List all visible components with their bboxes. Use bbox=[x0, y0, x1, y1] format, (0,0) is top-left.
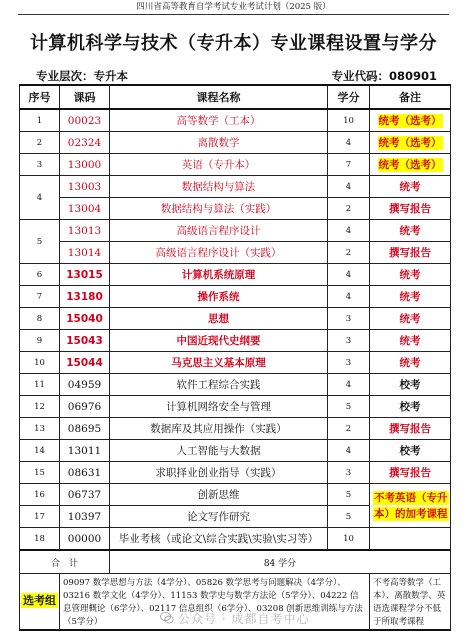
code-cell: 00023 bbox=[60, 109, 110, 132]
major-code: 专业代码：080901 bbox=[331, 69, 437, 83]
major-level: 专业层次：专升本 bbox=[36, 69, 128, 83]
credit-cell: 3 bbox=[328, 308, 370, 330]
name-cell: 数据结构与算法 bbox=[110, 176, 328, 198]
remark-highlight: 本）的加考课程 bbox=[374, 507, 448, 520]
code-cell: 02324 bbox=[60, 132, 110, 154]
code-cell: 15040 bbox=[60, 308, 110, 330]
seq-cell: 9 bbox=[20, 330, 60, 352]
table-row bbox=[20, 462, 451, 484]
name-cell: 高级语言程序设计（实践） bbox=[110, 242, 328, 264]
remark-highlight: 统考（选考） bbox=[378, 159, 442, 171]
remark-cell: 校考 bbox=[370, 374, 451, 396]
code-cell: 13015 bbox=[60, 264, 110, 286]
name-cell: 创新思维 bbox=[110, 484, 328, 506]
table-row bbox=[20, 154, 451, 176]
remark-cell-english-extra bbox=[370, 484, 451, 528]
code-cell: 13004 bbox=[60, 198, 110, 220]
seq-cell: 3 bbox=[20, 154, 60, 176]
seq-cell: 10 bbox=[20, 352, 60, 374]
table-row bbox=[20, 220, 451, 242]
code-cell: 13180 bbox=[60, 286, 110, 308]
column-header-name: 课程名称 bbox=[110, 85, 328, 109]
credit-cell: 4 bbox=[328, 220, 370, 242]
wechat-icon bbox=[160, 611, 174, 625]
credit-cell: 2 bbox=[328, 242, 370, 264]
code-cell: 08631 bbox=[60, 462, 110, 484]
table-row bbox=[20, 242, 451, 264]
total-row bbox=[20, 550, 451, 574]
table-row bbox=[20, 330, 451, 352]
total-label: 合 计 bbox=[20, 550, 110, 574]
remark-cell: 统考 bbox=[370, 352, 451, 374]
remark-cell: 校考 bbox=[370, 396, 451, 418]
credit-cell: 2 bbox=[328, 418, 370, 440]
code-cell: 13003 bbox=[60, 176, 110, 198]
credit-cell: 3 bbox=[328, 462, 370, 484]
credit-cell: 4 bbox=[328, 374, 370, 396]
remark-cell bbox=[370, 132, 451, 154]
seq-cell: 13 bbox=[20, 418, 60, 440]
name-cell: 中国近现代史纲要 bbox=[110, 330, 328, 352]
seq-cell: 6 bbox=[20, 264, 60, 286]
code-cell: 13014 bbox=[60, 242, 110, 264]
remark-cell: 统考 bbox=[370, 264, 451, 286]
code-cell: 00000 bbox=[60, 528, 110, 551]
table-row bbox=[20, 176, 451, 198]
seq-cell: 1 bbox=[20, 109, 60, 132]
table-row bbox=[20, 396, 451, 418]
credit-cell: 2 bbox=[328, 198, 370, 220]
credit-cell: 4 bbox=[328, 176, 370, 198]
table-header-row bbox=[20, 85, 451, 109]
table-row bbox=[20, 352, 451, 374]
name-cell: 人工智能与大数据 bbox=[110, 440, 328, 462]
code-cell: 13000 bbox=[60, 154, 110, 176]
elective-label-cell bbox=[20, 574, 60, 631]
remark-highlight: 不考英语（专升 bbox=[374, 491, 448, 504]
credit-cell: 10 bbox=[328, 528, 370, 551]
credit-cell: 10 bbox=[328, 109, 370, 132]
code-cell: 10397 bbox=[60, 506, 110, 528]
name-cell: 软件工程综合实践 bbox=[110, 374, 328, 396]
credit-cell: 7 bbox=[328, 154, 370, 176]
name-cell: 数据库及其应用操作（实践） bbox=[110, 418, 328, 440]
name-cell: 离散数学 bbox=[110, 132, 328, 154]
table-row bbox=[20, 264, 451, 286]
code-cell: 15044 bbox=[60, 352, 110, 374]
seq-cell: 12 bbox=[20, 396, 60, 418]
seq-cell: 17 bbox=[20, 506, 60, 528]
code-cell: 13013 bbox=[60, 220, 110, 242]
name-cell: 论文写作研究 bbox=[110, 506, 328, 528]
column-header-credit: 学分 bbox=[328, 85, 370, 109]
remark-cell: 统考 bbox=[370, 286, 451, 308]
name-cell: 操作系统 bbox=[110, 286, 328, 308]
remark-cell bbox=[370, 154, 451, 176]
column-header-code: 课码 bbox=[60, 85, 110, 109]
table-row bbox=[20, 109, 451, 132]
table-row bbox=[20, 418, 451, 440]
name-cell: 计算机网络安全与管理 bbox=[110, 396, 328, 418]
name-cell: 英语（专升本） bbox=[110, 154, 328, 176]
elective-courses: 09097 数学思想与方法（4学分）、05826 数学思考与问题解决（4学分）、03216 数学文化（4学分）、11153 数学史与数学方法论（5学分）、04222 信息管理概论（6学分）、02117 信息组织（6学分）、03208 创新思维训练与方法（5学分） bbox=[60, 574, 370, 631]
seq-cell: 7 bbox=[20, 286, 60, 308]
running-header: 四川省高等教育自学考试专业考试计划（2025 版） bbox=[18, 0, 449, 15]
table-row bbox=[20, 374, 451, 396]
code-cell: 04959 bbox=[60, 374, 110, 396]
credit-cell: 5 bbox=[328, 506, 370, 528]
remark-highlight: 统考（选考） bbox=[378, 137, 442, 149]
page-title: 计算机科学与技术（专升本）专业课程设置与学分 bbox=[30, 33, 437, 54]
remark-cell bbox=[370, 109, 451, 132]
code-cell: 06737 bbox=[60, 484, 110, 506]
seq-cell: 5 bbox=[20, 220, 60, 264]
remark-cell: 撰写报告 bbox=[370, 198, 451, 220]
code-cell: 08695 bbox=[60, 418, 110, 440]
table-row bbox=[20, 484, 451, 506]
seq-cell: 2 bbox=[20, 132, 60, 154]
name-cell: 高级语言程序设计 bbox=[110, 220, 328, 242]
table-row bbox=[20, 132, 451, 154]
table-row bbox=[20, 308, 451, 330]
elective-note: 不考高等数学（工本）、离散数学、英语选课程学分不低于所取考课程 bbox=[370, 574, 451, 631]
name-cell: 思想 bbox=[110, 308, 328, 330]
remark-cell bbox=[370, 528, 451, 551]
table-row bbox=[20, 528, 451, 551]
credit-cell: 5 bbox=[328, 396, 370, 418]
credit-cell: 4 bbox=[328, 286, 370, 308]
code-cell: 15043 bbox=[60, 330, 110, 352]
remark-cell: 撰写报告 bbox=[370, 242, 451, 264]
name-cell: 计算机系统原理 bbox=[110, 264, 328, 286]
seq-cell: 8 bbox=[20, 308, 60, 330]
credit-cell: 4 bbox=[328, 132, 370, 154]
credit-cell: 5 bbox=[328, 484, 370, 506]
remark-cell: 撰写报告 bbox=[370, 462, 451, 484]
seq-cell: 18 bbox=[20, 528, 60, 551]
credit-cell: 3 bbox=[328, 330, 370, 352]
seq-cell: 14 bbox=[20, 440, 60, 462]
column-header-seq: 序号 bbox=[20, 85, 60, 109]
name-cell: 毕业考核（或论文\综合实践\实验\实习等） bbox=[110, 528, 328, 551]
seq-cell: 16 bbox=[20, 484, 60, 506]
total-value: 84 学分 bbox=[110, 550, 451, 574]
name-cell: 数据结构与算法（实践） bbox=[110, 198, 328, 220]
seq-cell: 4 bbox=[20, 176, 60, 220]
table-row bbox=[20, 286, 451, 308]
remark-cell: 统考 bbox=[370, 220, 451, 242]
credit-cell: 4 bbox=[328, 440, 370, 462]
course-table bbox=[19, 84, 451, 631]
credit-cell: 3 bbox=[328, 352, 370, 374]
table-row bbox=[20, 440, 451, 462]
code-cell: 06976 bbox=[60, 396, 110, 418]
name-cell: 马克思主义基本原理 bbox=[110, 352, 328, 374]
seq-cell: 11 bbox=[20, 374, 60, 396]
remark-highlight: 统考（选考） bbox=[378, 115, 442, 127]
watermark: 公众号 · 成都自考中心 bbox=[178, 612, 310, 626]
remark-cell: 统考 bbox=[370, 176, 451, 198]
name-cell: 求职择业创业指导（实践） bbox=[110, 462, 328, 484]
code-cell: 13011 bbox=[60, 440, 110, 462]
table-row bbox=[20, 198, 451, 220]
name-cell: 高等数学（工本） bbox=[110, 109, 328, 132]
remark-cell: 统考 bbox=[370, 308, 451, 330]
remark-cell: 统考 bbox=[370, 330, 451, 352]
seq-cell: 15 bbox=[20, 462, 60, 484]
remark-cell: 撰写报告 bbox=[370, 418, 451, 440]
credit-cell: 4 bbox=[328, 264, 370, 286]
elective-label: 选考组 bbox=[23, 594, 56, 607]
column-header-remark: 备注 bbox=[370, 85, 451, 109]
remark-cell: 校考 bbox=[370, 440, 451, 462]
